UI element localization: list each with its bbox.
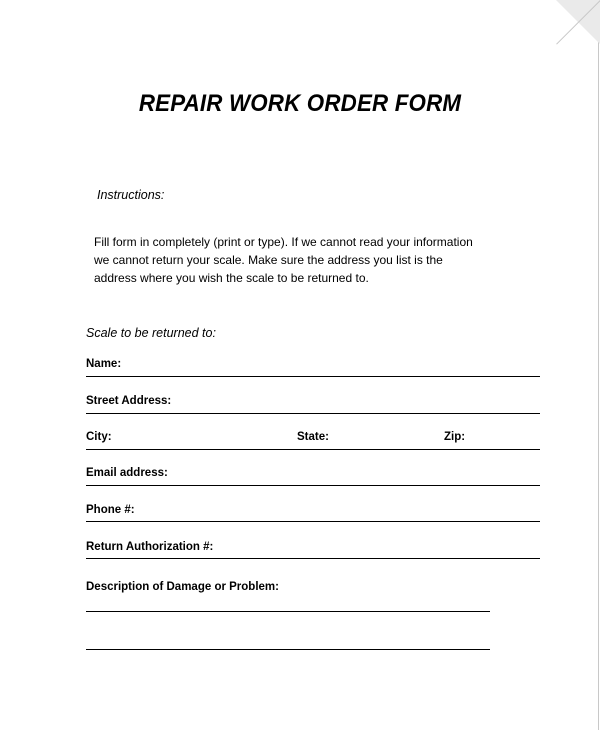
description-label: Description of Damage or Problem: [86, 581, 279, 593]
description-line-1[interactable] [86, 611, 490, 612]
phone-field-line[interactable] [86, 521, 540, 522]
city-state-zip-field-line[interactable] [86, 449, 540, 450]
state-label: State: [297, 431, 329, 443]
name-field-line[interactable] [86, 376, 540, 377]
email-label: Email address: [86, 467, 168, 479]
return-authorization-label: Return Authorization #: [86, 541, 214, 553]
phone-label: Phone #: [86, 504, 135, 516]
description-line-2[interactable] [86, 649, 490, 650]
street-address-label: Street Address: [86, 395, 172, 407]
instructions-label: Instructions: [97, 188, 165, 202]
zip-label: Zip: [444, 431, 466, 443]
return-to-label: Scale to be returned to: [86, 326, 216, 340]
email-field-line[interactable] [86, 485, 540, 486]
instructions-text: Fill form in completely (print or type). If we cannot read your information we cannot return your scale. Make sure the address you list is the address where you wish the scale to be returned to. [94, 235, 473, 285]
street-address-field-line[interactable] [86, 413, 540, 414]
form-title: REPAIR WORK ORDER FORM [138, 90, 462, 117]
return-authorization-field-line[interactable] [86, 558, 540, 559]
name-label: Name: [86, 358, 122, 370]
city-label: City: [86, 431, 112, 443]
